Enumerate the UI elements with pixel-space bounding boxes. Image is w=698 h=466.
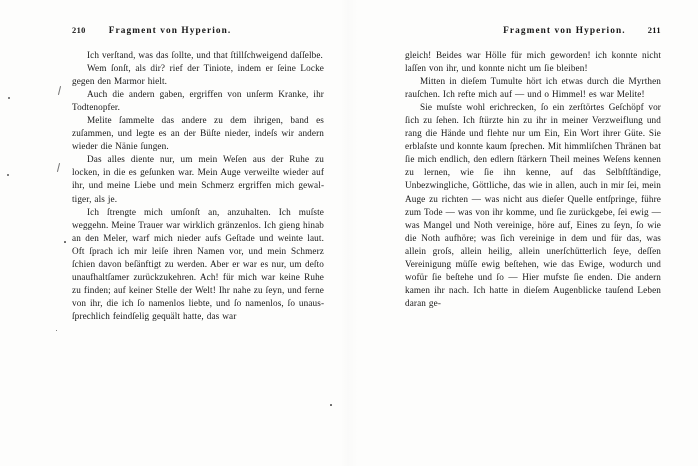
paragraph: Wem ſonſt, als dir? rief der Tiniote, indem er ſeine Locke gegen den Marmor hielt.: [72, 63, 324, 87]
paragraph: Auch die andern gaben, ergriffen von unſerm Kranke, ihr Todtenopfer.: [72, 89, 324, 113]
paragraph: Ich ſtrengte mich umſonſt an, anzuhalten. Ich muſste weggehn. Meine Trauer war wirklich gränzenlos. Ich gieng hinab an den Meler, warf mich nieder aufs Geſtade und weinte laut. Oft ſprach ich mir leiſe ihren Namen vor, und mein Schmerz ſchien davon beſänftigt zu werden. Aber er war es nur, um deſto unaufhaltſamer zurückzukehren. Ach! für mich war keine Ruhe zu finden; auf keiner Stelle der Welt! Ihr nahe zu ſeyn, und ferne von ihr, die ich ſo namenlos liebte, und ſo namenlos, ſo unausſprechlich feindſelig gequält hatte, das war: [72, 206, 324, 321]
page-right: [349, 0, 698, 466]
running-title-left: Fragment von Hyperion.: [108, 26, 232, 36]
running-head-left: [72, 26, 324, 40]
paragraph: Sie muſste wohl erichrecken, ſo ein zerſtörtes Geſchöpf vor ſich zu ſehen. Ich ſtürzte hin zu ihr in meiner Verzweiflung und rang die Hände und flehte nur um Ein, Ein Wort ihrer Güte. Sie erblaſste und konnte kaum ſprechen. Mit himmliſchen Thränen bat ſie mich endlich, den edlern ſtärkern Theil meines Weſens kennen zu lernen, wie ſie ihn kenne, auf das Selbſtſtändige, Unbezwingliche, Göttliche, das wie in allen, auch in mir ſei, mein Auge zu richten — was nicht aus dieſer Quelle entſpringe, führe zum Tode — was von ihr komme, und ſie zurückgebe, ſei ewig — was Mangel und Noth vereinige, höre auf, Eines zu ſeyn, ſo wie die Noth aufhöre; was ſich vereinige in dem und für das, was allein groſs, allein heilig, allein unerſchütterlich ſeye, deſſen Vereinigung müſſe ewig beſtehen, wie das Ewige, wodurch und wofür ſie beſtehe und ſo — Hier mufste ſie enden. Die andern kamen ihr nach. Ich hatte in dieſem Augenblicke tauſend Leben daran ge-: [405, 102, 661, 308]
body-text-right: [405, 49, 661, 310]
folio-number-right: 211: [647, 26, 661, 35]
paragraph: gleich! Beides war Hölle für mich geworden! ich konnte nicht laſſen von ihr, und konnte nicht um ſie bleiben!: [405, 50, 661, 74]
paragraph: Ich verſtand, was das ſollte, und that ſtillſchweigend daſſelbe.: [87, 50, 323, 60]
paragraph: Das alles diente nur, um mein Weſen aus der Ruhe zu locken, in die es geſunken war. Mein Auge verweilte wieder auf ihr, und meine Liebe und mein Schmerz ergriffen mich gewaltiger, als je.: [72, 154, 324, 204]
running-head-right: [405, 26, 661, 40]
paragraph: Melite ſammelte das andere zu dem ihrigen, band es zuſammen, und legte es an der Büſte nieder, indeſs wir andern wieder die Nänie ſungen.: [72, 115, 324, 152]
paragraph: Mitten in dieſem Tumulte hört ich etwas durch die Myrthen rauſchen. Ich refte mich auf — und o Himmel! es war Melite!: [405, 76, 661, 100]
folio-number-left: 210: [72, 26, 86, 35]
running-title-right: Fragment von Hyperion.: [503, 26, 626, 36]
body-text-left: [72, 49, 324, 323]
